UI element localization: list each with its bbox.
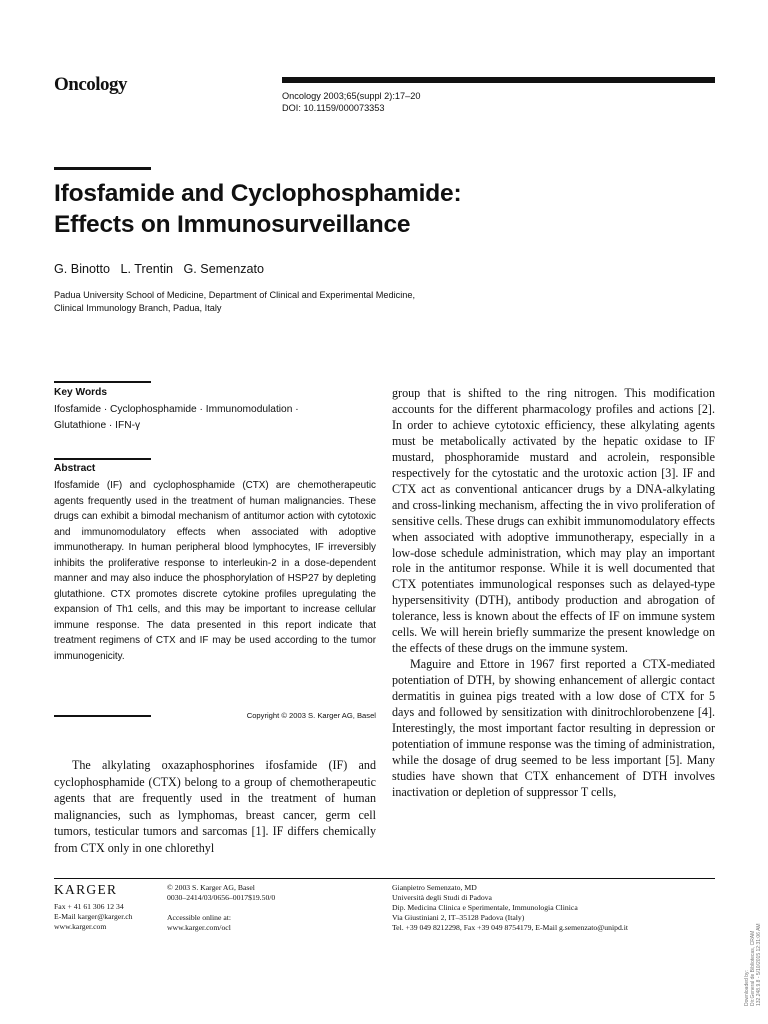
keywords-line-1: Ifosfamide · Cyclophosphamide · Immunomodulation · [54, 404, 299, 415]
publisher-contact [54, 902, 133, 932]
footer-copyright [167, 883, 275, 903]
keywords-rule [54, 381, 151, 383]
title-line-1: Ifosfamide and Cyclophosphamide: [54, 180, 462, 207]
footer-copyright-line: © 2003 S. Karger AG, Basel [167, 883, 255, 892]
publisher-logo: KARGER [54, 882, 118, 897]
download-watermark [744, 923, 762, 1006]
journal-name: Oncology [54, 74, 128, 95]
keywords-line-2: Glutathione · IFN-γ [54, 419, 141, 431]
publisher-website-link[interactable]: www.karger.com [54, 922, 107, 931]
access-url-link[interactable]: www.karger.com/ocl [167, 923, 231, 932]
footer-issn: 0030–2414/03/0656–0017$19.50/0 [167, 893, 276, 902]
access-label: Accessible online at: [167, 913, 232, 922]
corr-institution: Università degli Studi di Padova [392, 893, 492, 902]
corr-department: Dip. Medicina Clinica e Sperimentale, Immunologia Clinica [392, 903, 578, 912]
citation-block [282, 90, 420, 114]
body-paragraph: group that is shifted to the ring nitrogen. This modification accounts for the different pharmacology profiles and actions [2]. In order to achieve cytotoxic efficiency, these alkylating agents must be metabolically activated by the hepatic oxidase to IF mustard, phosphoramide mustard and acrolein, responsible respectively for the cytostatic and the urotoxic action [3]. IF and CTX act as conventional anticancer drugs by a DNA-alkylating and cross-linking mechanism, affecting the in vivo proliferation of sensitive cells. These drugs can exhibit immunomodulatory effects when associated with adoptive immunotherapy, especially in a low-dose schedule administration, which may play an important role in the antitumor response. While it is well documented that CTX potentiates immunological responses such as delayed-type hypersensitivity (DTH), antibody production and abrogation of tolerance, less is known about the effects of IF on immune system cells. We will herein briefly summarize the present knowledge on the effects of these drugs on the immune system. [392, 386, 715, 656]
abstract-heading: Abstract [54, 463, 96, 474]
download-line-2: Dir.General de Bibliotecas, CRAM [750, 930, 756, 1006]
header-top-rule [282, 77, 715, 83]
right-column [392, 386, 715, 801]
publisher-email-link[interactable]: E-Mail karger@karger.ch [54, 912, 133, 921]
online-access [167, 913, 231, 933]
download-line-3: 132.248.9.8 - 5/10/2015 12:31:06 AM [756, 923, 762, 1006]
corr-name: Gianpietro Semenzato, MD [392, 883, 477, 892]
abstract-text: Ifosfamide (IF) and cyclophosphamide (CTX) are chemotherapeutic agents frequently used in the treatment of human malignancies. These drugs can exhibit a bimodal mechanism of antitumor action with cytotoxic and immunomodulatory effects when associated with adoptive immunotherapy. In human peripheral blood lymphocytes, IF irreversibly inhibits the proliferative response to interleukin-2 in a dose-dependent manner and may also induce the phosphorylation of HSP27 by depleting glutathione. CTX promotes discrete cytokine profiles upregulating the expansion of Th1 cells, and this may be important to increase cellular immune response. The data presented in this report indicate that treatment regimens of CTX and IF may be used according to the tumor immunogenicity. [54, 480, 376, 663]
affiliation-line-1: Padua University School of Medicine, Department of Clinical and Experimental Medicine, [54, 290, 416, 300]
download-line-1: Downloaded by: [744, 970, 750, 1006]
affiliation-line-2: Clinical Immunology Branch, Padua, Italy [54, 303, 222, 313]
affiliation [54, 289, 574, 315]
keywords-heading: Key Words [54, 387, 108, 398]
article-title [54, 178, 614, 240]
publisher-fax: Fax + 41 61 306 12 34 [54, 902, 124, 911]
abstract-rule [54, 458, 151, 460]
title-rule [54, 167, 151, 170]
title-line-2: Effects on Immunosurveillance [54, 211, 411, 238]
citation-line: Oncology 2003;65(suppl 2):17–20 [282, 91, 421, 101]
body-paragraph: Maguire and Ettore in 1967 first reported a CTX-mediated potentiation of DTH, by showing enhancement of allergic contact dermatitis in guinea pigs treated with a low dose of CTX for 5 days and followed by sensitization with dinitrochlorobenzene [4]. Interestingly, the most important factor resulting in depression or potentiation of immune response was the timing of administration, while the dosage of drug seemed to be less important [5]. Many studies have shown that CTX enhancement of DTH involves inactivation or depletion of suppressor T cells, [392, 657, 715, 799]
intro-paragraph: The alkylating oxazaphosphorines ifosfamide (IF) and cyclophosphamide (CTX) belong to a group of chemotherapeutic agents that are frequently used in the treatment of human malignancies, such as lymphomas, breast cancer, germ cell tumors, testicular tumors and sarcomas [1]. IF differs chemically from CTX only in one chlorethyl [54, 758, 376, 855]
authors: G. Binotto L. Trentin G. Semenzato [54, 262, 264, 276]
corr-address: Via Giustiniani 2, IT–35128 Padova (Italy) [392, 913, 525, 922]
abstract-copyright: Copyright © 2003 S. Karger AG, Basel [246, 711, 376, 720]
keywords-list [54, 402, 384, 433]
doi-line: DOI: 10.1159/000073353 [282, 103, 385, 113]
corr-contact: Tel. +39 049 8212298, Fax +39 049 8754179, E-Mail g.semenzato@unipd.it [392, 923, 628, 932]
footer-rule [54, 878, 715, 879]
correspondence-address [392, 883, 628, 933]
